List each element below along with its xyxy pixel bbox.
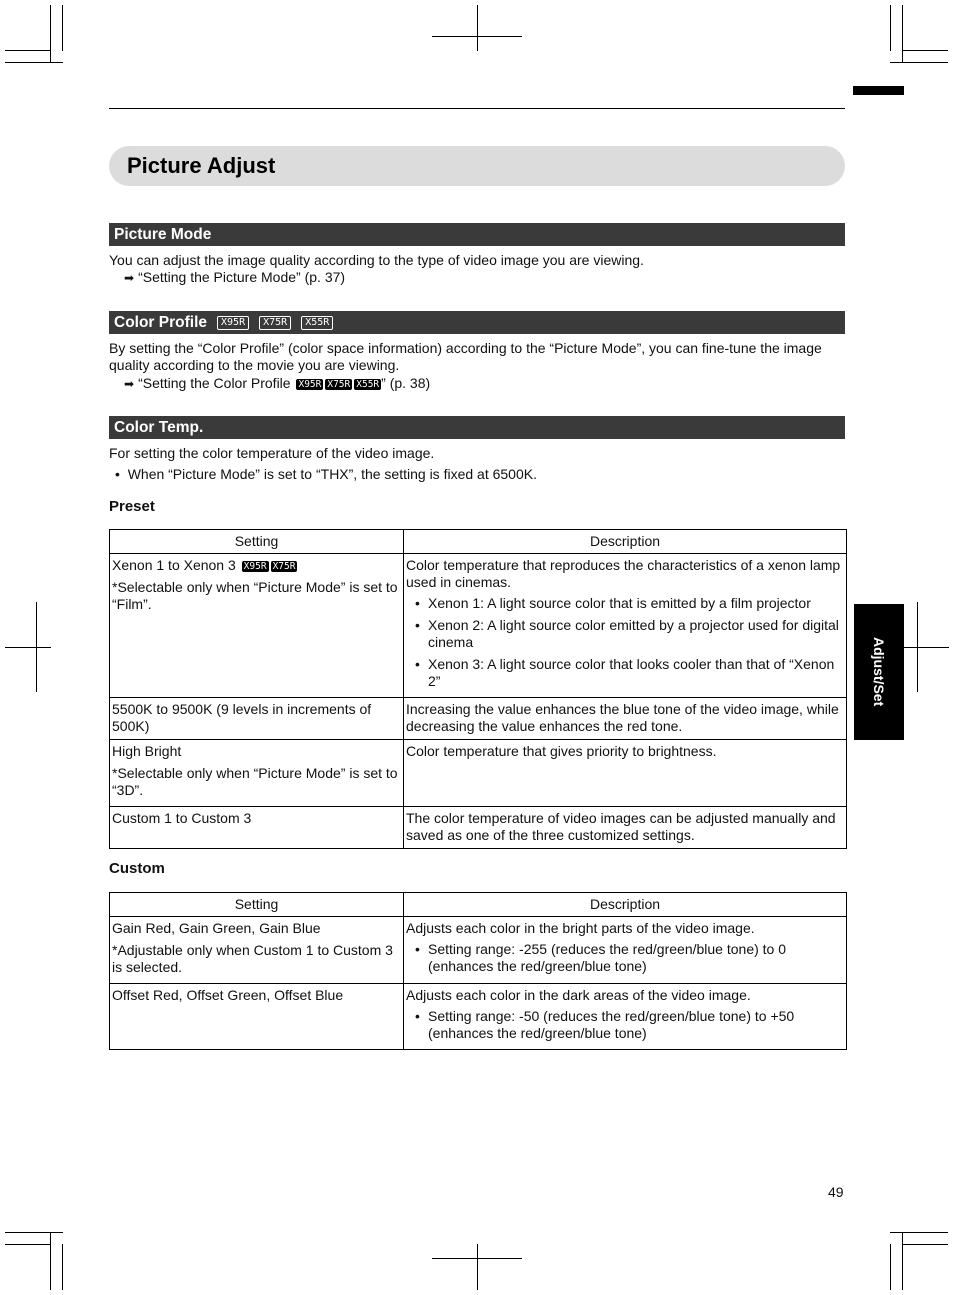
setting-text: Gain Red, Gain Green, Gain Blue [112,920,321,936]
chapter-marker [853,86,904,95]
custom-heading: Custom [109,860,165,877]
description-cell: The color temperature of video images can be adjusted manually and saved as one of the three customized settings. [404,807,847,849]
setting-cell [110,554,404,698]
list-item: • Setting range: -50 (reduces the red/green/blue tone) to +50 (enhances the red/green/blue tone) [428,1008,844,1042]
section-title: Color Profile [114,313,208,331]
setting-cell: Custom 1 to Custom 3 [110,807,404,849]
bullet-icon: • [115,466,120,482]
description-text: Color temperature that reproduces the characteristics of a xenon lamp used in cinemas. [406,557,841,590]
description-text: Adjusts each color in the dark areas of the video image. [406,987,751,1003]
section-title: Color Temp. [114,418,204,436]
description-cell: Increasing the value enhances the blue tone of the video image, while decreasing the value enhances the red tone. [404,698,847,740]
setting-note: *Selectable only when “Picture Mode” is set to “Film”. [112,579,398,612]
list-item: • Xenon 1: A light source color that is emitted by a film projector [428,595,844,612]
model-badge-x55r: X55R [301,316,333,330]
preset-table [109,529,847,849]
table-row [110,554,847,698]
section-header-color-temp [109,416,845,439]
description-cell: Color temperature that gives priority to brightness. [404,740,847,807]
table-header-row [110,530,847,554]
setting-cell: 5500K to 9500K (9 levels in increments of 500K) [110,698,404,740]
table-row [110,698,847,740]
table-row [110,917,847,984]
model-badge-x55r: X55R [356,379,380,390]
xref-page[interactable]: ” (p. 38) [381,375,431,391]
setting-note: *Adjustable only when Custom 1 to Custom 3 is selected. [112,942,393,975]
table-row [110,984,847,1050]
color-temp-text: For setting the color temperature of the video image. [109,445,435,461]
section-header-color-profile [109,311,845,334]
column-header-setting: Setting [110,893,404,917]
model-badge-x95r: X95R [298,379,322,390]
description-cell [404,554,847,698]
setting-text: Xenon 1 to Xenon 3 [112,557,236,573]
arrow-right-icon: ➡ [124,377,135,391]
description-list [406,1008,844,1042]
list-item: • Xenon 3: A light source color that looks cooler than that of “Xenon 2” [428,656,844,690]
list-item: • Xenon 2: A light source color emitted by a projector used for digital cinema [428,617,844,651]
bullet-text: When “Picture Mode” is set to “THX”, the setting is fixed at 6500K. [127,466,537,482]
description-cell [404,984,847,1050]
model-badge-x95r: X95R [217,316,249,330]
side-tab-label: Adjust/Set [871,637,887,707]
description-cell [404,917,847,984]
color-profile-xref[interactable] [124,375,430,393]
model-badge-x75r: X75R [272,561,296,572]
picture-mode-xref[interactable] [124,269,345,287]
list-item: • Setting range: -255 (reduces the red/green/blue tone) to 0 (enhances the red/green/blue tone) [428,941,844,975]
model-badge-x95r: X95R [243,561,267,572]
custom-table [109,892,847,1050]
setting-cell [110,740,404,807]
column-header-description: Description [404,893,847,917]
color-temp-bullet [115,466,851,483]
section-header-picture-mode [109,223,845,246]
page-title: Picture Adjust [127,153,276,178]
xref-link-picture-mode[interactable]: “Setting the Picture Mode” (p. 37) [138,269,346,285]
model-badge-x75r: X75R [327,379,351,390]
table-header-row [110,893,847,917]
color-profile-text: By setting the “Color Profile” (color space information) according to the “Picture Mode”, you can fine-tune the image quality according to the movie you are viewing. [109,340,822,373]
description-list [406,941,844,975]
setting-text: High Bright [112,743,182,759]
setting-cell: Offset Red, Offset Green, Offset Blue [110,984,404,1050]
model-badge-x75r: X75R [259,316,291,330]
setting-note: *Selectable only when “Picture Mode” is set to “3D”. [112,765,398,798]
page-title-bar [109,146,845,186]
picture-mode-text: You can adjust the image quality according to the type of video image you are viewing. [109,252,644,268]
side-tab-adjust-set[interactable] [854,604,904,740]
section-title: Picture Mode [114,225,212,243]
setting-cell [110,917,404,984]
description-text: Adjusts each color in the bright parts of the video image. [406,920,755,936]
column-header-setting: Setting [110,530,404,554]
table-row [110,807,847,849]
description-list [406,595,844,690]
xref-link-color-profile[interactable]: “Setting the Color Profile [138,375,295,391]
page-number: 49 [828,1184,844,1200]
column-header-description: Description [404,530,847,554]
arrow-right-icon: ➡ [124,271,135,285]
header-rule [109,108,845,109]
preset-heading: Preset [109,498,155,515]
table-row [110,740,847,807]
